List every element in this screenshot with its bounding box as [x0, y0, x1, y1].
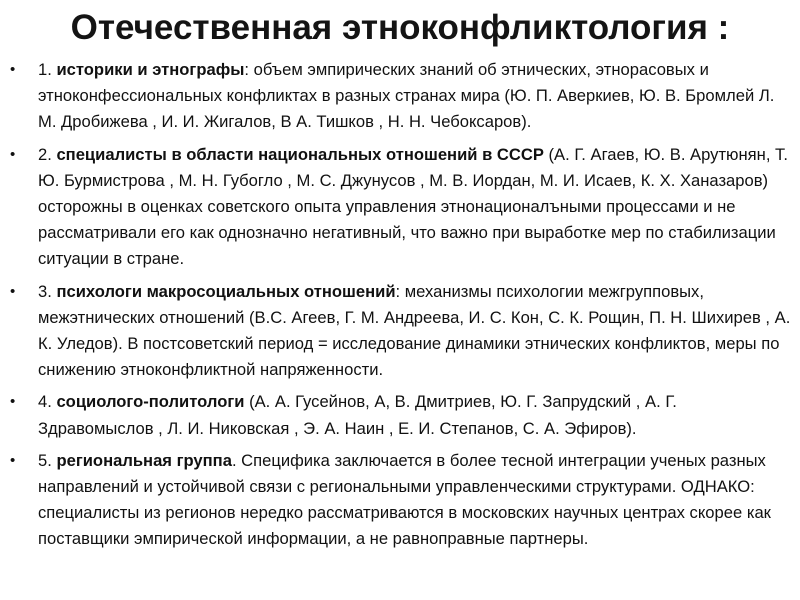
- bullet-icon: •: [10, 145, 16, 163]
- item-emphasis: историки и этнографы: [56, 60, 245, 79]
- item-emphasis: социолого-политологи: [56, 392, 245, 412]
- item-text: (А. Г. Агаев, Ю. В. Арутюнян, Т. Ю. Бурмистрова , М. Н. Губогло , М. С. Джунусов , М. В. Иордан, М. И. Исаев, К. Х. Ханазаров) осторожны в оценках советского опыта управления этнонационалъными процессами и не рассматривали его как однозначно негативный, что важно при выработке мер по стабилизации ситуации в стране.: [38, 144, 788, 269]
- item-number: 5.: [38, 450, 57, 470]
- item-text: : объем эмпирических знаний об этнических, этнорасовых и этноконфессиональных конфликтах в разных странах мира (Ю. П. Аверкиев, Ю. В. Бромлей Л. М. Дробижева , И. И. Жигалов, В А. Тишков , Н. Н. Чебоксаров).: [38, 60, 775, 132]
- list-item: [10, 389, 792, 441]
- item-number: 3.: [38, 281, 57, 301]
- bullet-list: [10, 57, 792, 559]
- item-text: : механизмы психологии межгрупповых, межэтнических отношений (В.С. Агеев, Г. М. Андреева, И. С. Кон, С. К. Рощин, П. Н. Шихирев , А. К. Уледов). В постсоветский период = исследование динамики этнических конфликтов, меры по снижению этноконфликтной напряженности.: [38, 281, 791, 380]
- item-number: 4.: [38, 392, 57, 412]
- item-emphasis: специалисты в области национальных отношений в СССР: [56, 144, 544, 164]
- list-item: [10, 279, 792, 384]
- item-number: 1.: [38, 60, 57, 79]
- bullet-icon: •: [10, 61, 16, 78]
- item-number: 2.: [38, 144, 57, 164]
- slide-title: Отечественная этноконфликтология :: [70, 8, 730, 47]
- item-emphasis: региональная группа: [56, 450, 232, 470]
- list-item: [10, 142, 792, 273]
- bullet-icon: •: [10, 451, 16, 469]
- item-emphasis: психологи макросоциальных отношений: [56, 281, 396, 301]
- bullet-icon: •: [10, 393, 16, 411]
- bullet-icon: •: [10, 282, 16, 300]
- list-item: [10, 57, 792, 136]
- item-text: . Специфика заключается в более тесной интеграции ученых разных направлений и устойчивой связи с региональными управленческими структурами. ОДНАКО: специалисты из регионов нередко рассматриваются в московских научных центрах скорее как поставщики эмпирической информации, а не равноправные партнеры.: [38, 450, 771, 549]
- item-text: (А. А. Гусейнов, А, В. Дмитриев, Ю. Г. Запрудский , А. Г. Здравомыслов , Л. И. Никовская , Э. А. Наин , Е. И. Степанов, С. А. Эфиров).: [38, 392, 677, 438]
- list-item: [10, 448, 792, 553]
